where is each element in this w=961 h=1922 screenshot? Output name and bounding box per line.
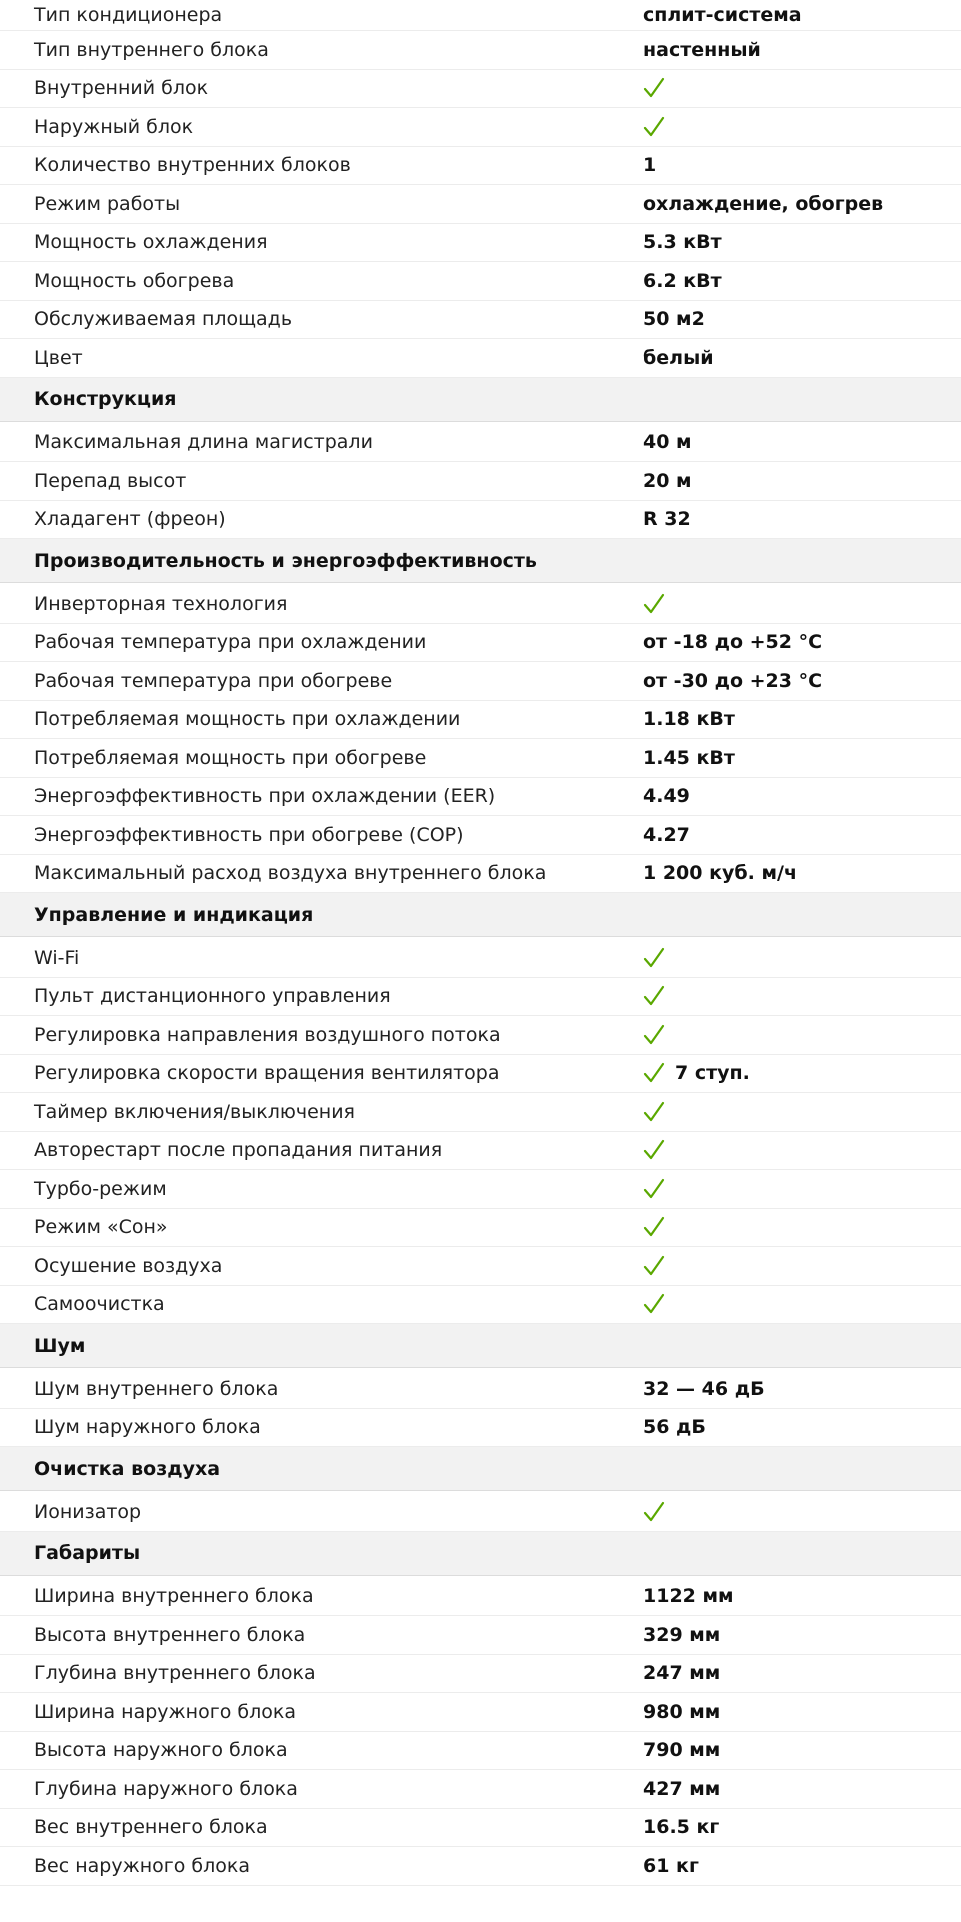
spec-value — [643, 1292, 665, 1316]
spec-label: Ширина наружного блока — [34, 1700, 296, 1723]
spec-label: Ионизатор — [34, 1500, 142, 1523]
checkmark-icon — [643, 1292, 665, 1316]
section-title: Очистка воздуха — [34, 1457, 221, 1480]
spec-row — [0, 501, 961, 540]
spec-label: Потребляемая мощность при охлаждении — [34, 708, 461, 731]
spec-value — [643, 946, 665, 970]
spec-row — [0, 301, 961, 340]
spec-label: Максимальная длина магистрали — [34, 431, 373, 454]
spec-label: Ширина внутреннего блока — [34, 1585, 314, 1608]
section-title: Конструкция — [34, 388, 177, 410]
spec-value: 16.5 кг — [643, 1816, 720, 1839]
section-header — [0, 1447, 961, 1491]
spec-value: 1.18 кВт — [643, 708, 735, 731]
spec-row — [0, 0, 961, 31]
spec-label: Вес внутреннего блока — [34, 1816, 268, 1839]
spec-row — [0, 585, 961, 624]
spec-label: Высота внутреннего блока — [34, 1623, 306, 1646]
spec-label: Внутренний блок — [34, 77, 209, 100]
section-title: Управление и индикация — [34, 903, 314, 926]
spec-value: 247 мм — [643, 1662, 721, 1685]
spec-value: белый — [643, 346, 714, 369]
section-header — [0, 1324, 961, 1368]
spec-label: Мощность охлаждения — [34, 231, 268, 254]
spec-label: Тип внутреннего блока — [34, 38, 269, 61]
spec-row — [0, 1409, 961, 1448]
spec-value — [643, 115, 665, 139]
spec-value — [643, 984, 665, 1008]
spec-label: Регулировка скорости вращения вентилятора — [34, 1062, 500, 1085]
checkmark-icon — [643, 1215, 665, 1239]
section-header — [0, 1532, 961, 1576]
spec-value: 32 — 46 дБ — [643, 1377, 765, 1400]
spec-value: 20 м — [643, 469, 692, 492]
spec-row — [0, 1809, 961, 1848]
spec-row — [0, 1286, 961, 1325]
spec-label: Глубина внутреннего блока — [34, 1662, 316, 1685]
spec-row — [0, 1170, 961, 1209]
spec-row — [0, 1132, 961, 1171]
spec-value: 5.3 кВт — [643, 231, 722, 254]
spec-value: 6.2 кВт — [643, 269, 722, 292]
spec-row — [0, 185, 961, 224]
spec-row — [0, 662, 961, 701]
spec-row — [0, 1578, 961, 1617]
spec-value — [643, 1177, 665, 1201]
spec-label: Высота наружного блока — [34, 1739, 288, 1762]
spec-label: Wi-Fi — [34, 946, 80, 969]
spec-row — [0, 978, 961, 1017]
spec-row — [0, 1209, 961, 1248]
spec-label: Шум внутреннего блока — [34, 1377, 279, 1400]
section-title: Габариты — [34, 1542, 141, 1564]
spec-value: сплит-система — [643, 4, 802, 26]
spec-row — [0, 1616, 961, 1655]
spec-label: Цвет — [34, 346, 83, 369]
spec-label: Максимальный расход воздуха внутреннего блока — [34, 862, 547, 885]
spec-label: Турбо-режим — [34, 1177, 167, 1200]
checkmark-icon — [643, 1100, 665, 1124]
section-header — [0, 378, 961, 422]
spec-label: Наружный блок — [34, 115, 194, 138]
spec-row — [0, 31, 961, 70]
spec-extra-value: 7 ступ. — [675, 1062, 750, 1085]
spec-row — [0, 701, 961, 740]
section-title: Шум — [34, 1334, 86, 1357]
spec-row — [0, 1732, 961, 1771]
spec-value — [643, 1254, 665, 1278]
spec-value: 329 мм — [643, 1623, 721, 1646]
spec-label: Энергоэффективность при обогреве (COP) — [34, 823, 464, 846]
checkmark-icon — [643, 76, 665, 100]
checkmark-icon — [643, 115, 665, 139]
spec-value: 1 200 куб. м/ч — [643, 862, 798, 885]
spec-value: 1122 мм — [643, 1585, 734, 1608]
spec-value: 4.49 — [643, 785, 690, 808]
spec-value: 56 дБ — [643, 1416, 706, 1439]
spec-label: Рабочая температура при обогреве — [34, 669, 393, 692]
spec-value: 50 м2 — [643, 308, 705, 331]
spec-value — [643, 1138, 665, 1162]
spec-label: Глубина наружного блока — [34, 1777, 298, 1800]
spec-value: охлаждение, обогрев — [643, 192, 884, 215]
checkmark-icon — [643, 1254, 665, 1278]
checkmark-icon — [643, 984, 665, 1008]
spec-row — [0, 855, 961, 894]
spec-row — [0, 939, 961, 978]
spec-row — [0, 1655, 961, 1694]
spec-row — [0, 1055, 961, 1094]
spec-label: Хладагент (фреон) — [34, 508, 226, 531]
spec-value: 427 мм — [643, 1777, 721, 1800]
spec-value — [643, 1500, 665, 1524]
spec-label: Регулировка направления воздушного потока — [34, 1023, 501, 1046]
spec-label: Режим работы — [34, 192, 181, 215]
spec-row — [0, 739, 961, 778]
spec-label: Режим «Сон» — [34, 1216, 168, 1239]
spec-value: от -30 до +23 °C — [643, 669, 823, 692]
spec-label: Энергоэффективность при охлаждении (EER) — [34, 785, 496, 808]
spec-label: Тип кондиционера — [34, 4, 223, 26]
spec-value: 1 — [643, 154, 657, 177]
spec-label: Таймер включения/выключения — [34, 1100, 355, 1123]
spec-row — [0, 1693, 961, 1732]
spec-value: 790 мм — [643, 1739, 721, 1762]
spec-row — [0, 462, 961, 501]
spec-row — [0, 108, 961, 147]
spec-label: Количество внутренних блоков — [34, 154, 351, 177]
spec-row — [0, 1016, 961, 1055]
spec-row — [0, 1770, 961, 1809]
spec-value — [643, 1061, 750, 1085]
spec-row — [0, 1247, 961, 1286]
checkmark-icon — [643, 1177, 665, 1201]
spec-label: Шум наружного блока — [34, 1416, 261, 1439]
spec-value — [643, 592, 665, 616]
spec-value — [643, 1100, 665, 1124]
checkmark-icon — [643, 592, 665, 616]
checkmark-icon — [643, 946, 665, 970]
checkmark-icon — [643, 1061, 665, 1085]
spec-row — [0, 624, 961, 663]
spec-row — [0, 1847, 961, 1886]
section-header — [0, 539, 961, 583]
spec-label: Вес наружного блока — [34, 1854, 250, 1877]
spec-row — [0, 147, 961, 186]
spec-label: Авторестарт после пропадания питания — [34, 1139, 443, 1162]
spec-value: 980 мм — [643, 1700, 721, 1723]
spec-value: 1.45 кВт — [643, 746, 735, 769]
spec-label: Самоочистка — [34, 1293, 165, 1316]
spec-label: Обслуживаемая площадь — [34, 308, 293, 331]
spec-label: Перепад высот — [34, 469, 187, 492]
spec-row — [0, 262, 961, 301]
spec-row — [0, 224, 961, 263]
spec-value: 4.27 — [643, 823, 690, 846]
section-title: Производительность и энергоэффективность — [34, 549, 537, 572]
spec-label: Мощность обогрева — [34, 269, 235, 292]
spec-value — [643, 1023, 665, 1047]
spec-label: Пульт дистанционного управления — [34, 985, 391, 1008]
spec-row — [0, 1370, 961, 1409]
spec-row — [0, 778, 961, 817]
spec-value: настенный — [643, 38, 761, 61]
spec-row — [0, 70, 961, 109]
spec-value: от -18 до +52 °C — [643, 631, 823, 654]
spec-value — [643, 76, 665, 100]
spec-row — [0, 1093, 961, 1132]
spec-label: Инверторная технология — [34, 592, 288, 615]
spec-value — [643, 1215, 665, 1239]
checkmark-icon — [643, 1023, 665, 1047]
spec-value: 40 м — [643, 431, 692, 454]
spec-label: Осушение воздуха — [34, 1254, 223, 1277]
section-header — [0, 893, 961, 937]
spec-row — [0, 424, 961, 463]
spec-row — [0, 339, 961, 378]
spec-row — [0, 1493, 961, 1532]
spec-value: 61 кг — [643, 1854, 699, 1877]
spec-label: Рабочая температура при охлаждении — [34, 631, 427, 654]
spec-row — [0, 816, 961, 855]
spec-label: Потребляемая мощность при обогреве — [34, 746, 427, 769]
checkmark-icon — [643, 1138, 665, 1162]
spec-value: R 32 — [643, 508, 691, 531]
checkmark-icon — [643, 1500, 665, 1524]
